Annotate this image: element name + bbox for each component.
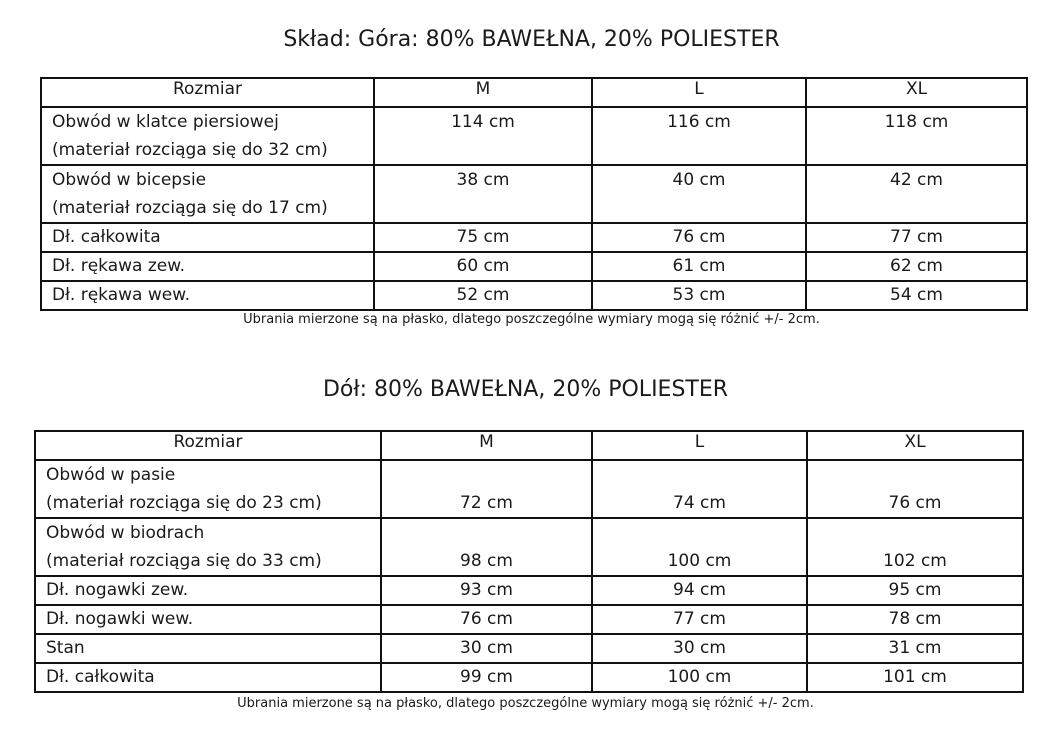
row-label: Dł. rękawa zew. xyxy=(41,252,374,281)
value-cell: 102 cm xyxy=(807,518,1023,576)
row-label-main: Obwód w pasie xyxy=(46,465,176,485)
table-header-row xyxy=(35,431,1023,460)
value-cell: 31 cm xyxy=(807,634,1023,663)
table-row xyxy=(35,634,1023,663)
value-cell: 118 cm xyxy=(806,107,1027,165)
row-label-note: (materiał rozciąga się do 33 cm) xyxy=(46,551,322,571)
value-cell: 42 cm xyxy=(806,165,1027,223)
value-cell: 40 cm xyxy=(592,165,806,223)
row-label: Dł. nogawki wew. xyxy=(35,605,381,634)
table-row xyxy=(41,252,1027,281)
header-cell-m: M xyxy=(374,78,592,107)
value-cell: 38 cm xyxy=(374,165,592,223)
row-label-main: Obwód w biodrach xyxy=(46,523,205,543)
row-label xyxy=(41,165,374,223)
header-cell-m: M xyxy=(381,431,592,460)
value-cell: 76 cm xyxy=(807,460,1023,518)
bottom-size-table xyxy=(34,430,1024,693)
header-cell-size: Rozmiar xyxy=(41,78,374,107)
value-cell: 100 cm xyxy=(592,663,807,692)
value-cell: 98 cm xyxy=(381,518,592,576)
row-label: Stan xyxy=(35,634,381,663)
table-row xyxy=(41,107,1027,165)
row-label-main: Obwód w klatce piersiowej xyxy=(52,112,279,132)
row-label: Dł. całkowita xyxy=(35,663,381,692)
value-cell: 78 cm xyxy=(807,605,1023,634)
value-cell: 94 cm xyxy=(592,576,807,605)
value-cell: 114 cm xyxy=(374,107,592,165)
measurement-note: Ubrania mierzone są na płasko, dlatego poszczególne wymiary mogą się różnić +/- 2cm. xyxy=(243,312,820,327)
table-row xyxy=(35,576,1023,605)
value-cell: 116 cm xyxy=(592,107,806,165)
value-cell: 99 cm xyxy=(381,663,592,692)
row-label xyxy=(35,518,381,576)
value-cell: 54 cm xyxy=(806,281,1027,310)
table-row xyxy=(35,518,1023,576)
table-row xyxy=(41,165,1027,223)
value-cell: 61 cm xyxy=(592,252,806,281)
value-cell: 77 cm xyxy=(592,605,807,634)
value-cell: 30 cm xyxy=(592,634,807,663)
row-label xyxy=(41,107,374,165)
value-cell: 30 cm xyxy=(381,634,592,663)
value-cell: 74 cm xyxy=(592,460,807,518)
header-cell-xl: XL xyxy=(806,78,1027,107)
row-label-note: (materiał rozciąga się do 32 cm) xyxy=(52,140,328,160)
value-cell: 75 cm xyxy=(374,223,592,252)
value-cell: 93 cm xyxy=(381,576,592,605)
value-cell: 77 cm xyxy=(806,223,1027,252)
value-cell: 72 cm xyxy=(381,460,592,518)
value-cell: 53 cm xyxy=(592,281,806,310)
row-label: Dł. nogawki zew. xyxy=(35,576,381,605)
value-cell: 101 cm xyxy=(807,663,1023,692)
row-label xyxy=(35,460,381,518)
table-row xyxy=(41,223,1027,252)
row-label: Dł. rękawa wew. xyxy=(41,281,374,310)
top-section-title: Skład: Góra: 80% BAWEŁNA, 20% POLIESTER xyxy=(283,27,780,52)
value-cell: 95 cm xyxy=(807,576,1023,605)
header-cell-l: L xyxy=(592,78,806,107)
header-cell-l: L xyxy=(592,431,807,460)
value-cell: 52 cm xyxy=(374,281,592,310)
value-cell: 76 cm xyxy=(381,605,592,634)
header-cell-xl: XL xyxy=(807,431,1023,460)
measurement-note: Ubrania mierzone są na płasko, dlatego poszczególne wymiary mogą się różnić +/- 2cm. xyxy=(237,696,814,711)
table-header-row xyxy=(41,78,1027,107)
table-row xyxy=(35,460,1023,518)
value-cell: 100 cm xyxy=(592,518,807,576)
top-size-table xyxy=(40,77,1028,311)
table-row xyxy=(35,663,1023,692)
table-row xyxy=(41,281,1027,310)
value-cell: 60 cm xyxy=(374,252,592,281)
value-cell: 62 cm xyxy=(806,252,1027,281)
row-label: Dł. całkowita xyxy=(41,223,374,252)
row-label-note: (materiał rozciąga się do 17 cm) xyxy=(52,198,328,218)
bottom-section-title: Dół: 80% BAWEŁNA, 20% POLIESTER xyxy=(322,377,729,402)
header-cell-size: Rozmiar xyxy=(35,431,381,460)
row-label-main: Obwód w bicepsie xyxy=(52,170,207,190)
value-cell: 76 cm xyxy=(592,223,806,252)
row-label-note: (materiał rozciąga się do 23 cm) xyxy=(46,493,322,513)
table-row xyxy=(35,605,1023,634)
